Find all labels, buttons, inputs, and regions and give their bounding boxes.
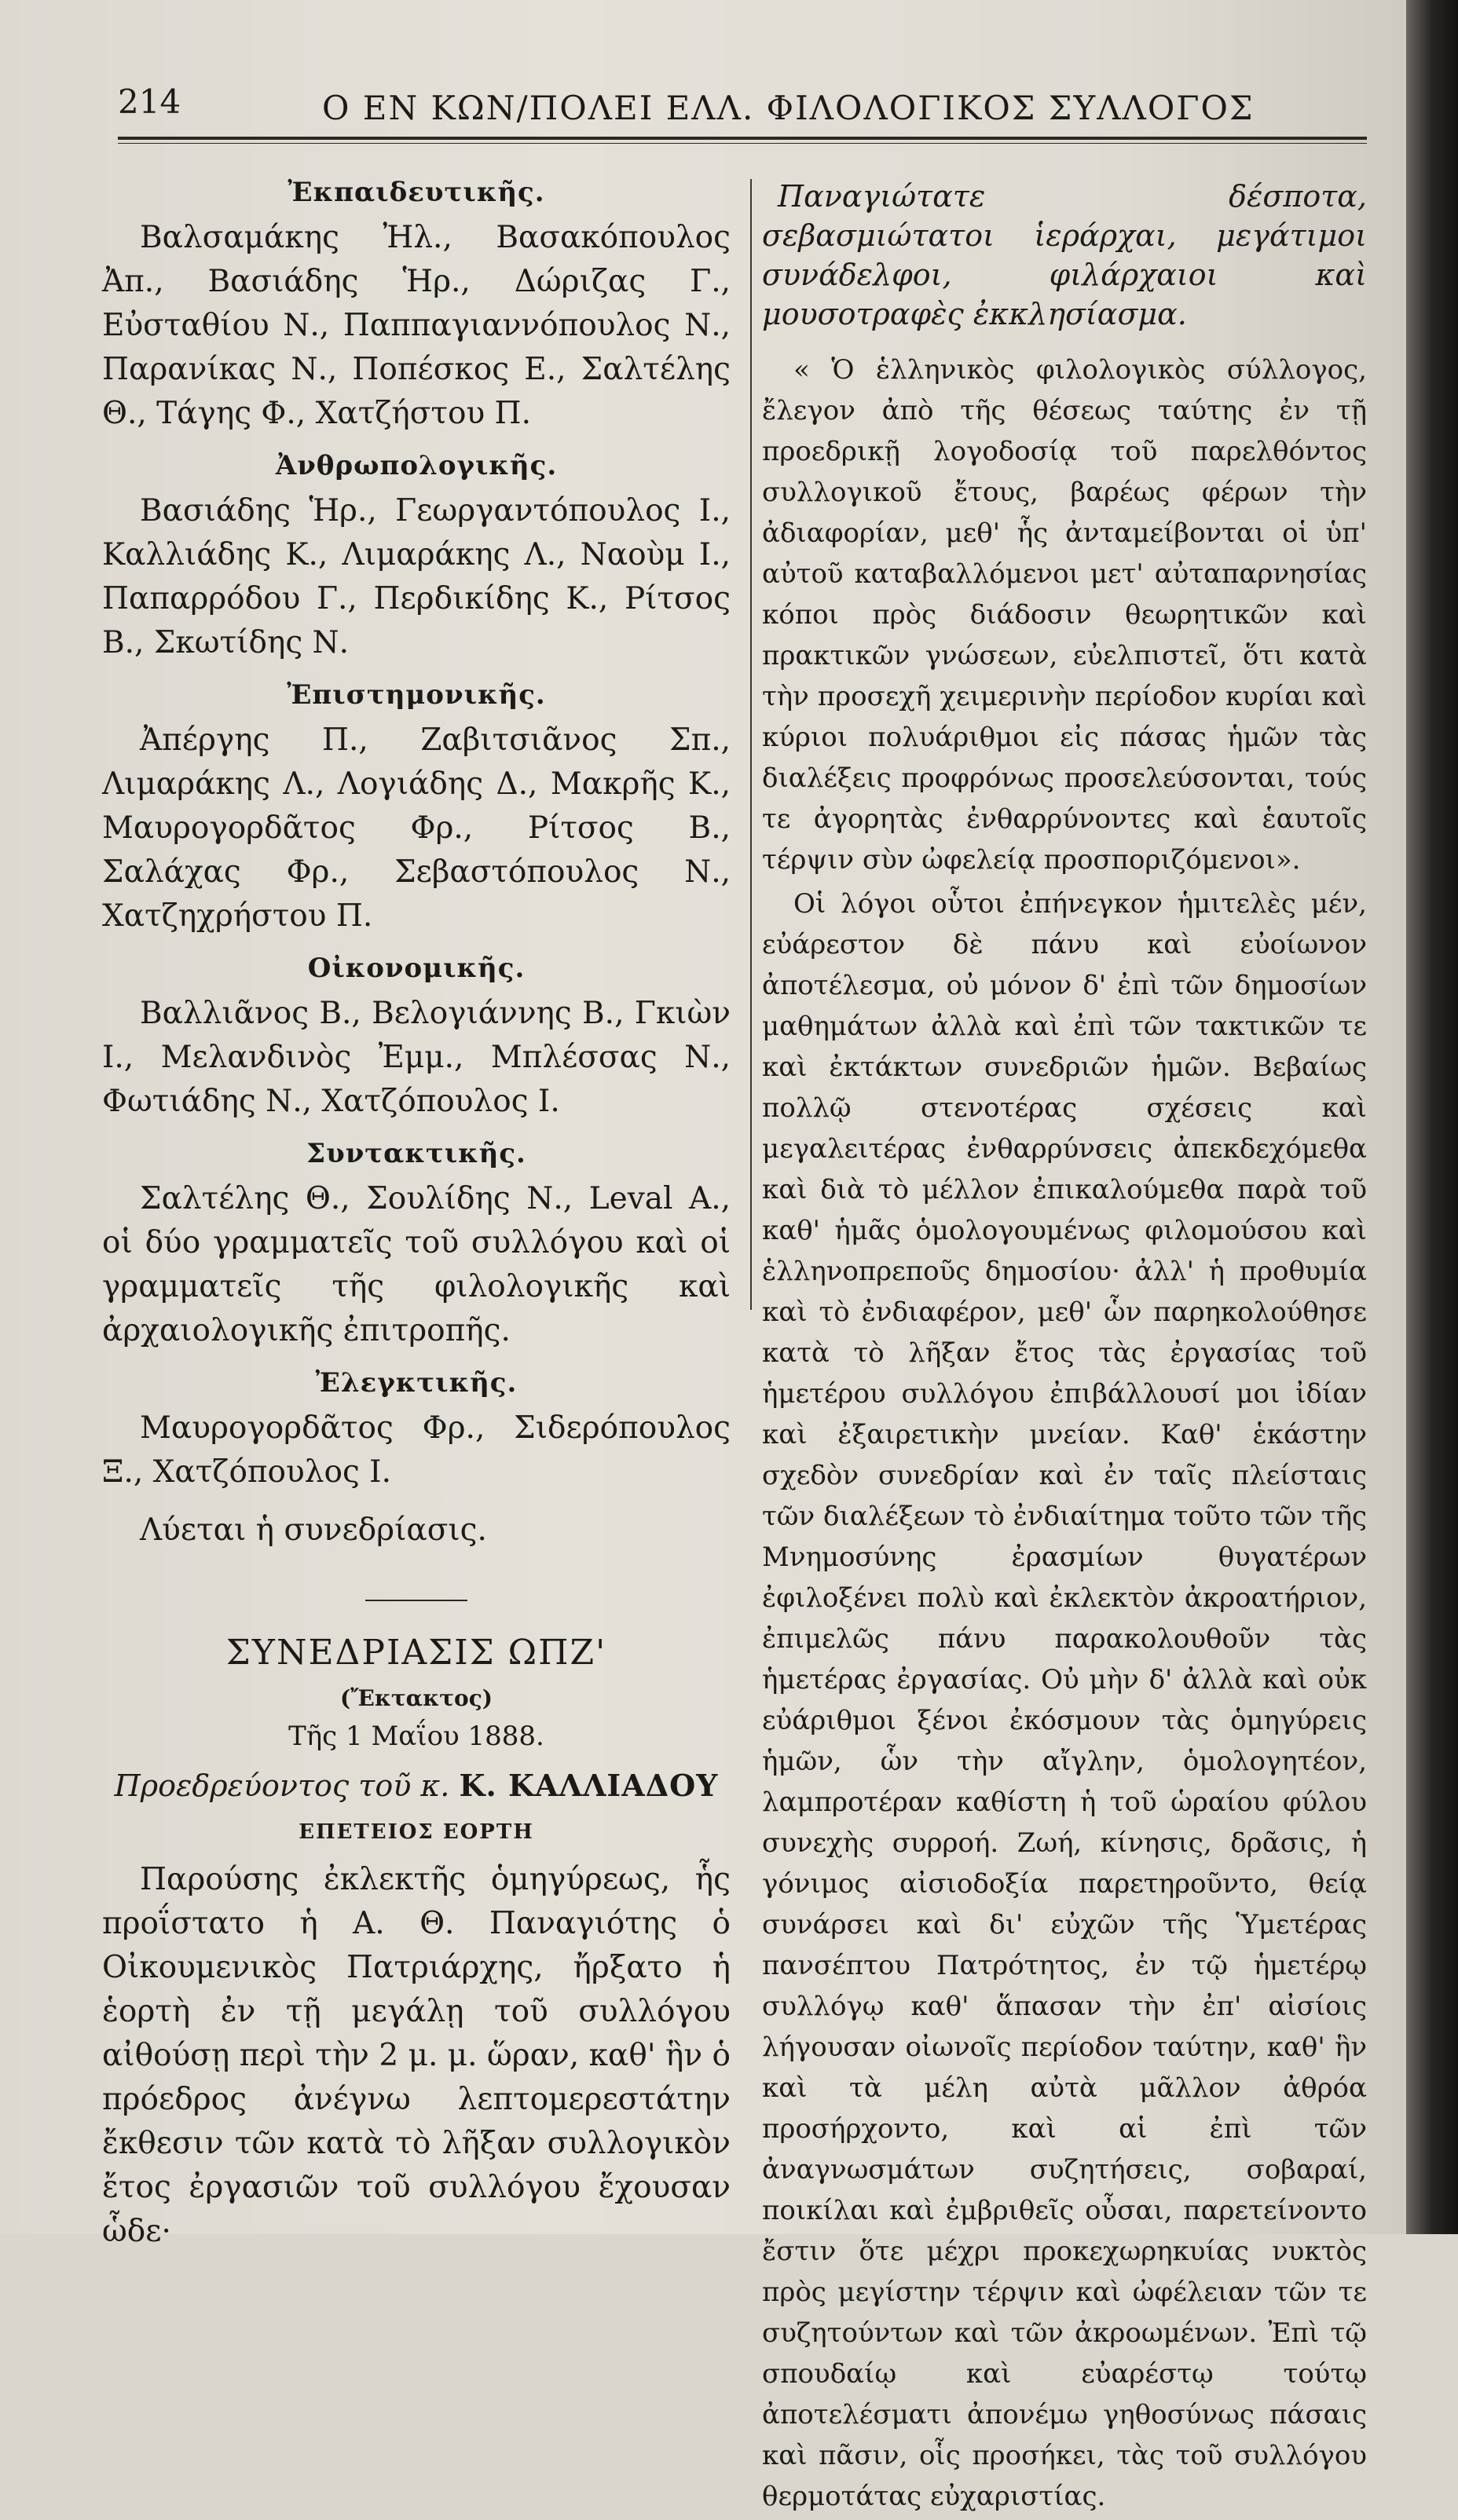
committee-section [102,1367,731,1494]
session-body: Παρούσης ἐκλεκτῆς ὁμηγύρεως, ἧς προΐστατο ἡ Α. Θ. Παναγιότης ὁ Οἰκουμενικὸς Πατριάρχης, ἤρξατο ἡ ἑορτὴ ἐν τῇ μεγάλῃ τοῦ συλλόγου αἰθούσῃ περὶ τὴν 2 μ. μ. ὥραν, καθ' ἣν ὁ πρόεδρος ἀνέγνω λεπτομερεστάτην ἔκθεσιν τῶν κατὰ τὸ λῆξαν συλλογικὸν ἔτος ἐργασιῶν τοῦ συλλόγου ἔχουσαν ὧδε· [102,1862,731,2249]
session-title: ΣΥΝΕΔΡΙΑΣΙΣ ΩΠΖ' [225,1633,607,1673]
chair-name: Κ. ΚΑΛΛΙΑΔΟΥ [459,1768,719,1803]
committee-section [102,450,731,665]
session-type: (Ἔκτακτος) [339,1685,493,1711]
header-rule-thin [118,143,1367,144]
section-members: Βασιάδης Ἡρ., Γεωργαντόπουλος Ι., Καλλιάδης Κ., Λιμαράκης Λ., Ναοὺμ Ι., Παπαρρόδου Γ., Περδικίδης Κ., Ρίτσος Β., Σκωτίδης Ν. [102,493,731,660]
chair-line [102,1768,731,1803]
right-column [762,177,1367,2520]
page-number: 214 [118,82,181,121]
section-members: Σαλτέλης Θ., Σουλίδης Ν., Leval A., οἱ δύο γραμματεῖς τοῦ συλλόγου καὶ οἱ γραμματεῖς τῆς φιλολογικῆς καὶ ἀρχαιολογικῆς ἐπιτροπῆς. [102,1181,731,1348]
section-heading: Οἰκονομικῆς. [307,953,526,984]
committee-section [102,177,731,436]
report-paragraph: « Ὁ ἑλληνικὸς φιλολογικὸς σύλλογος, ἔλεγον ἀπὸ τῆς θέσεως ταύτης ἐν τῇ προεδρικῇ λογοδοσίᾳ τοῦ παρελθόντος συλλογικοῦ ἔτους, βαρέως φέρων τὴν ἀδιαφορίαν, μεθ' ἧς ἀνταμείβονται οἱ ὑπ' αὐτοῦ καταβαλλόμενοι μετ' αὐταπαρνησίας κόποι πρὸς διάδοσιν θεωρητικῶν καὶ πρακτικῶν γνώσεων, εὐελπιστεῖ, ὅτι κατὰ τὴν προσεχῆ χειμερινὴν περίοδον κυρίαι καὶ κύριοι πολυάριθμοι εἰς πάσας ἡμῶν τὰς διαλέξεις προφρόνως προσελεύσονται, τούς τε ἀγορητὰς ἐνθαρρύνοντες καὶ ἑαυτοῖς τέρψιν σὺν ὠφελείᾳ προσποριζόμενοι». [762,354,1367,876]
left-column [102,177,731,2268]
committee-section [102,679,731,938]
column-divider [750,179,752,1310]
closing-line: Λύεται ἡ συνεδρίασις. [140,1512,487,1548]
section-heading: Ἀνθρωπολογικῆς. [275,450,558,481]
section-members: Ἀπέργης Π., Ζαβιτσιᾶνος Σπ., Λιμαράκης Λ., Λογιάδης Δ., Μακρῆς Κ., Μαυρογορδᾶτος Φρ., Ρίτσος Β., Σαλάχας Φρ., Σεβαστόπουλος Ν., Χατζηχρήστου Π. [102,722,731,934]
session-date: Τῆς 1 Μαΐου 1888. [288,1721,544,1752]
page-header [118,82,1367,130]
committee-section [102,953,731,1124]
section-heading: Ἐλεγκτικῆς. [315,1367,518,1399]
section-heading: Συντακτικῆς. [306,1138,526,1169]
header-rule [118,137,1367,140]
section-heading: Ἐκπαιδευτικῆς. [288,177,545,208]
report-paragraph: Οἱ λόγοι οὗτοι ἐπήνεγκον ἡμιτελὲς μέν, εὐάρεστον δὲ πάνυ καὶ εὐοίωνον ἀποτέλεσμα, οὐ μόνον δ' ἐπὶ τῶν δημοσίων μαθημάτων ἀλλὰ καὶ ἐπὶ τῶν τακτικῶν τε καὶ ἐκτάκτων συνεδριῶν ἡμῶν. Βεβαίως πολλῷ στενοτέρας σχέσεις καὶ μεγαλειτέρας ἐνθαρρύνσεις ἀπεκδεχόμεθα καὶ διὰ τὸ μέλλον ἐπικαλούμεθα παρὰ τοῦ καθ' ἡμᾶς ὁμολογουμένως φιλομούσου καὶ ἑλληνοπρεποῦς δημοσίου· ἀλλ' ἡ προθυμία καὶ τὸ ἐνδιαφέρον, μεθ' ὧν παρηκολούθησε κατὰ τὸ λῆξαν ἔτος τὰς ἐργασίας τοῦ ἡμετέρου συλλόγου ἐπιβάλλουσί μοι ἰδίαν καὶ ἐξαιρετικὴν μνείαν. Καθ' ἑκάστην σχεδὸν συνεδρίαν καὶ ἐν ταῖς πλείσταις τῶν διαλέξεων τὸ ἐνδιαίτημα τοῦτο τῶν τῆς Μνημοσύνης ἐρασμίων θυγατέρων ἐφιλοξένει πολὺ καὶ ἐκλεκτὸν ἀκροατήριον, ἐπιμελῶς πάνυ παρακολουθοῦν τὰς ἡμετέρας ἐργασίας. Οὐ μὴν δ' ἀλλὰ καὶ οὐκ εὐάριθμοι ξένοι ἐκόσμουν τὰς ὁμηγύρεις ἡμῶν, ὧν τὴν αἴγλην, ὁμολογητέον, λαμπροτέραν καθίστη ἡ τοῦ ὡραίου φύλου συνεχὴς συρροή. Ζωή, κίνησις, δρᾶσις, ἡ γόνιμος αἰσιοδοξία παρετηροῦντο, θείᾳ συνάρσει καὶ δι' εὐχῶν τῆς Ὑμετέρας πανσέπτου Πατρότητος, ἐν τῷ ἡμετέρῳ συλλόγῳ καθ' ἅπασαν τὴν ἐπ' αἰσίοις λήγουσαν οἰωνοῖς περίοδον ταύτην, καθ' ἣν καὶ τὰ μέλη αὐτὰ μᾶλλον ἀθρόα προσήρχοντο, καὶ αἱ ἐπὶ τῶν ἀναγνωσμάτων συζητήσεις, σοβαραί, ποικίλαι καὶ ἐμβριθεῖς οὖσαι, παρετείνοντο ἔστιν ὅτε μέχρι προκεχωρηκυίας νυκτὸς πρὸς μεγίστην τέρψιν καὶ ὠφέλειαν τῶν τε συζητούντων καὶ τῶν ἀκροωμένων. Ἐπὶ τῷ σπουδαίῳ καὶ εὐαρέστῳ τούτῳ ἀποτελέσματι ἀπονέμω γηθοσύνως πάσαις καὶ πᾶσιν, οἷς προσήκει, τὰς τοῦ συλλόγου θερμοτάτας εὐχαριστίας. [762,888,1367,2512]
section-members: Βαλσαμάκης Ἠλ., Βασακόπουλος Ἀπ., Βασιάδης Ἡρ., Δώριζας Γ., Εὐσταθίου Ν., Παππαγιαννόπουλος Ν., Παρανίκας Ν., Ποπέσκος Ε., Σαλτέλης Θ., Τάγης Φ., Χατζήστου Π. [102,220,731,431]
running-head: Ο ΕΝ ΚΩΝ/ΠΟΛΕΙ ΕΛΛ. ΦΙΛΟΛΟΓΙΚΟΣ ΣΥΛΛΟΓΟΣ [322,89,1255,127]
chair-prefix: Προεδρεύοντος τοῦ κ. [114,1768,450,1803]
section-members: Βαλλιᾶνος Β., Βελογιάννης Β., Γκιὼν Ι., Μελανδινὸς Ἐμμ., Μπλέσσας Ν., Φωτιάδης Ν., Χατζόπουλος Ι. [102,996,731,1119]
committee-section [102,1138,731,1353]
feast-title: ΕΠΕΤΕΙΟΣ ΕΟΡΤΗ [299,1820,534,1844]
section-members: Μαυρογορδᾶτος Φρ., Σιδερόπουλος Ξ., Χατζόπουλος Ι. [102,1410,731,1490]
section-heading: Ἐπιστημονικῆς. [287,679,546,711]
section-separator [365,1600,467,1601]
salutation: Παναγιώτατε δέσποτα, σεβασμιώτατοι ἱεράρχαι, μεγάτιμοι συνάδελφοι, φιλάρχαιοι καὶ μουσοτραφὲς ἐκκλησίασμα. [762,179,1367,331]
book-spine-shadow [1406,0,1458,2234]
